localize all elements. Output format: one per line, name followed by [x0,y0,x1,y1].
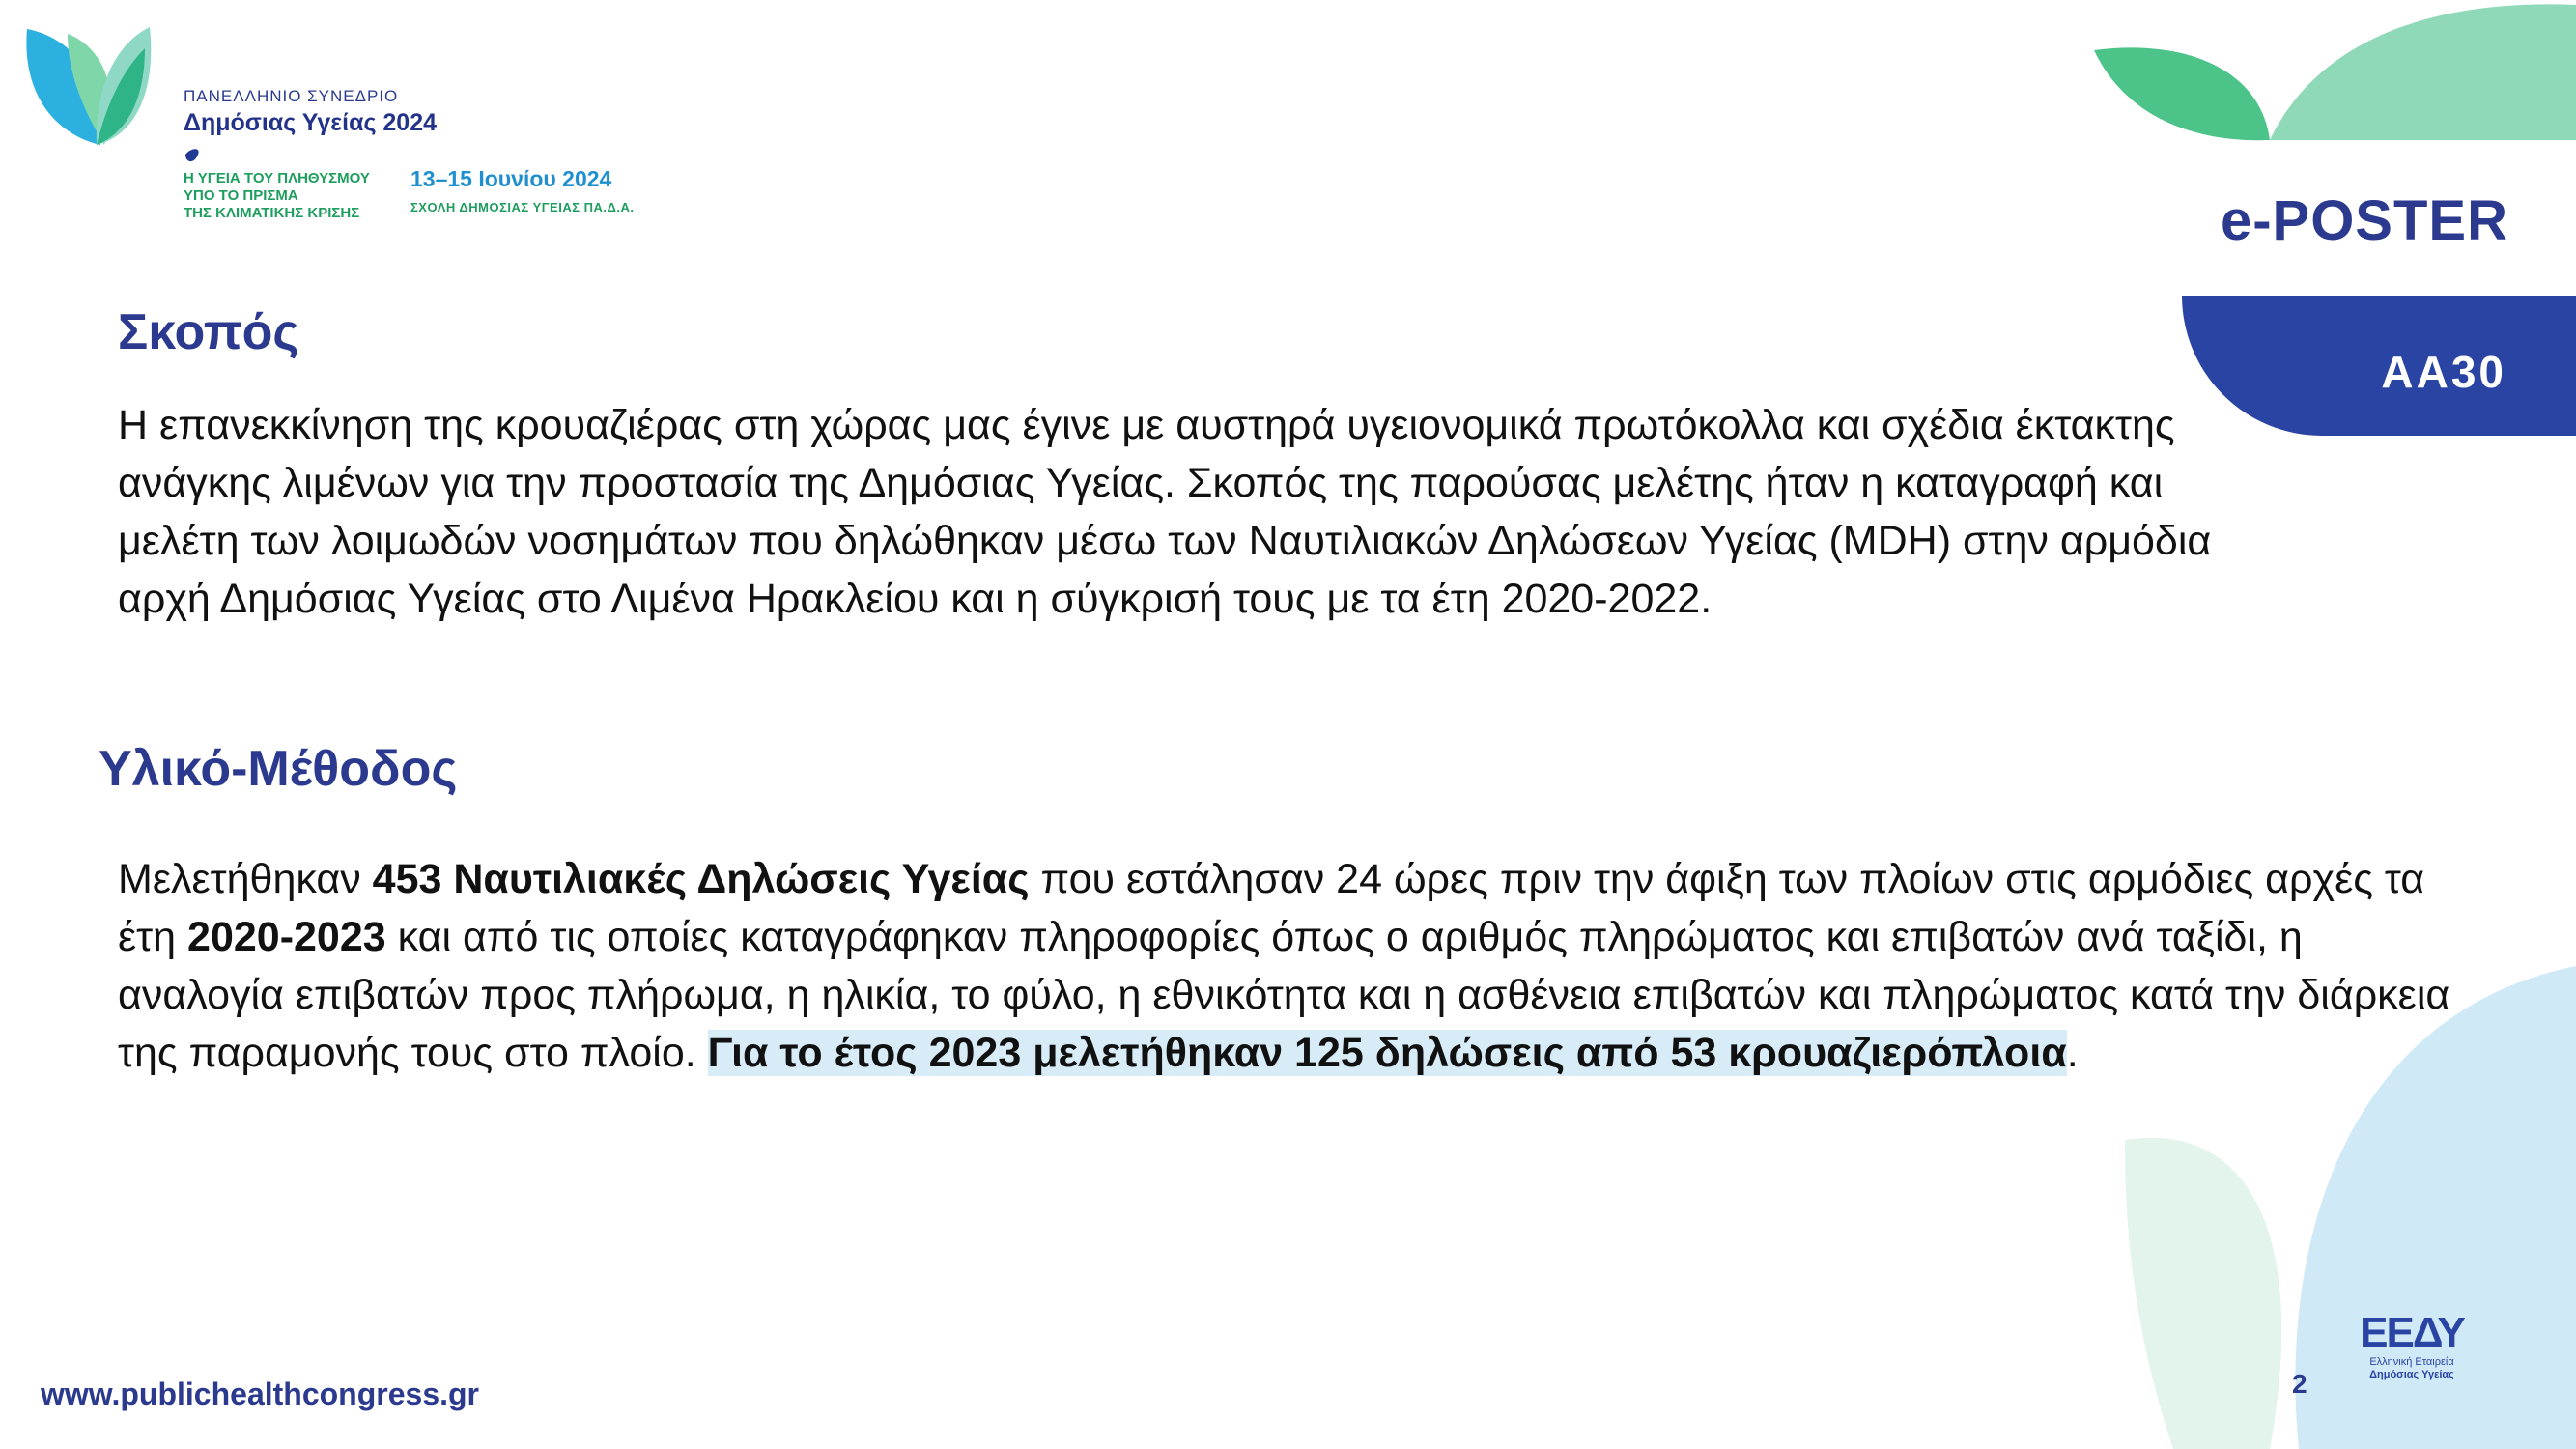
methods-bold-years: 2020-2023 [187,914,386,960]
logo-brush-mark [185,149,199,161]
mint-leaf-shape [2270,4,2576,140]
methods-text-part2: που εστάλησαν 24 ώρες πριν την άφιξη των πλοίων στις αρμόδιες αρχές τα έτη [118,856,2425,960]
aim-heading: Σκοπός [118,304,299,360]
society-logo-mark: ΕΕΔΥ [2360,1309,2464,1356]
green-leaf-shape [2094,47,2270,140]
page-number: 2 [2292,1369,2307,1399]
theme-line3: ΤΗΣ ΚΛΙΜΑΤΙΚΗΣ ΚΡΙΣΗΣ [184,205,360,221]
methods-bold-highlight: Για το έτος 2023 μελετήθηκαν 125 δηλώσεις από 53 κρουαζιερόπλοια [707,1030,2067,1076]
congress-venue: ΣΧΟΛΗ ΔΗΜΟΣΙΑΣ ΥΓΕΙΑΣ ΠΑ.Δ.Α. [410,200,635,214]
methods-text-part4: . [2066,1030,2079,1076]
poster-code: ΑΑ30 [2381,347,2506,397]
methods-bold-count: 453 Ναυτιλιακές Δηλώσεις Υγείας [372,856,1030,902]
society-logo [2349,1310,2475,1381]
methods-text [118,850,2465,1082]
society-name-line2: Δημόσιας Υγείας [2369,1369,2454,1380]
methods-text-part3: και από τις οποίες καταγράφηκαν πληροφορίες όπως ο αριθμός πληρώματος και επιβατών ανά ταξίδι, η αναλογία επιβατών προς πλήρωμα, η ηλικία, το φύλο, η εθνικότητα και η ασθένεια επιβατών και πληρώματος κατά την διάρκεια της παραμονής τους στο πλοίο. [118,914,2450,1076]
congress-website-link[interactable]: www.publichealthcongress.gr [41,1377,479,1411]
aim-text: Η επανεκκίνηση της κρουαζιέρας στη χώρας μας έγινε με αυστηρά υγειονομικά πρωτόκολλα και σχέδια έκτακτης ανάγκης λιμένων για την προστασία της Δημόσιας Υγείας. Σκοπός της παρούσας μελέτης ήταν η καταγραφή και μελέτη των λοιμωδών νοσημάτων που δηλώθηκαν μέσω των Ναυτιλιακών Δηλώσεων Υγείας (MDH) στην αρμόδια αρχή Δημόσιας Υγείας στο Λιμένα Ηρακλείου και η σύγκρισή τους με τα έτη 2020-2022. [118,402,2212,622]
congress-title-line1: ΠΑΝΕΛΛΗΝΙΟ ΣΥΝΕΔΡΙΟ [184,87,399,105]
society-name-line1: Ελληνική Εταιρεία [2369,1356,2454,1368]
methods-heading: Υλικό-Μέθοδος [99,741,458,797]
theme-line1: Η ΥΓΕΙΑ ΤΟΥ ΠΛΗΘΥΣΜΟΥ [184,170,370,186]
eposter-label: e-POSTER [2220,189,2508,252]
theme-line2: ΥΠΟ ΤΟ ΠΡΙΣΜΑ [184,187,298,204]
pale-green-leaf [2125,1138,2281,1449]
congress-dates: 13–15 Ιουνίου 2024 [410,166,612,191]
methods-text-part1: Μελετήθηκαν [118,856,373,902]
congress-title-line2: Δημόσιας Υγείας 2024 [184,109,438,136]
congress-theme [184,170,415,222]
